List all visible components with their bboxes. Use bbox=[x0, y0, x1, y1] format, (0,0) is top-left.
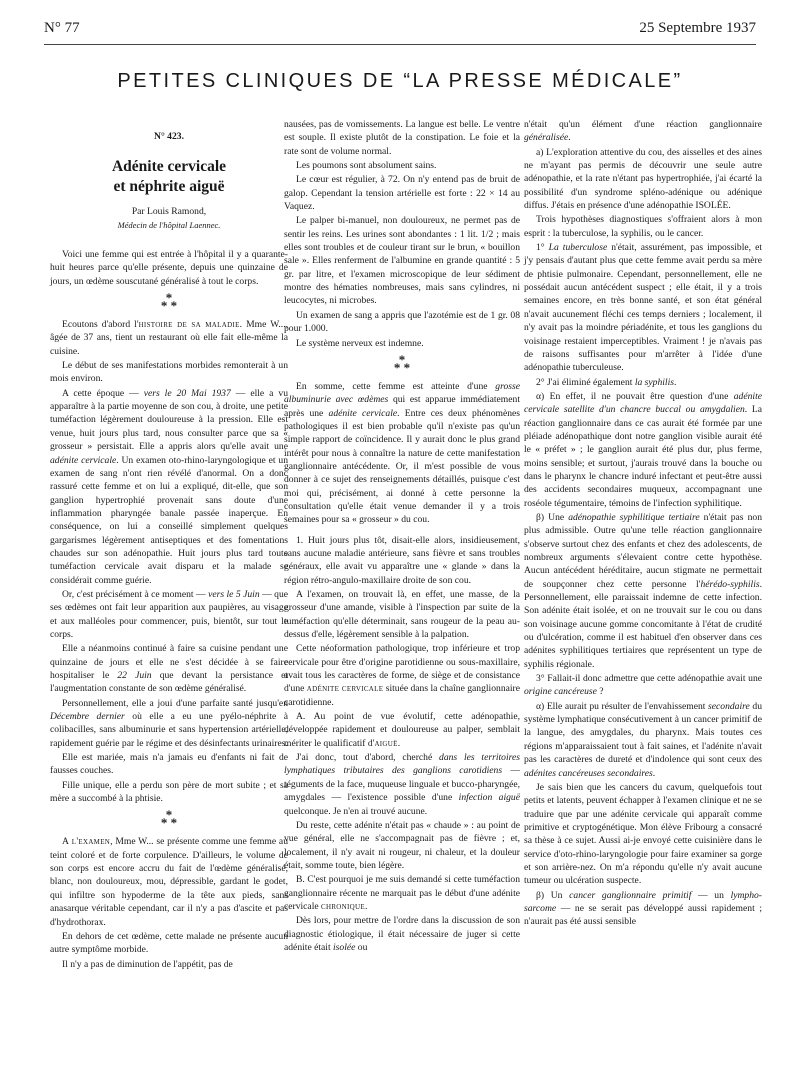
column-1 bbox=[50, 118, 288, 972]
paragraph: nausées, pas de vomissements. La langue est belle. Le ventre est souple. Il existe plutôt de la constipation. Le foie et la rate sont de volume normal. bbox=[284, 119, 520, 157]
article-number: N° 423. bbox=[154, 131, 184, 142]
star: * bbox=[165, 290, 173, 306]
paragraph: Le palper bi-manuel, non douloureux, ne permet pas de sentir les reins. Les urines sont abondantes : 1 lit. 1/2 ; mais elles sont troubles et de couleur tirant sur le brun, « bouillon sale ». Elles renferment de l'albumine en grande quantité : 5 gr. par litre, et l'examen microscopique de leur sédiment montre des hématies nombreuses, mais sans cylindres, ni leucocytes, ni microbes. bbox=[284, 215, 520, 307]
section-stars: * * * bbox=[160, 807, 178, 831]
column-3 bbox=[524, 118, 762, 930]
paragraph: B. C'est pourquoi je me suis demandé si cette tuméfaction ganglionnaire récente ne marquait pas le début d'une adénite cervicale chronique. bbox=[284, 874, 520, 912]
paragraph: Cette néoformation pathologique, trop inférieure et trop cervicale pour être d'origine parotidienne ou sous-maxillaire, avait tous les caractères de forme, de siège et de consistance d'une adénite cervicale située dans la chaîne ganglionnaire carotidienne. bbox=[284, 643, 520, 708]
header-rule bbox=[44, 44, 756, 45]
paragraph: Or, c'est précisément à ce moment — vers le 5 Juin — que ses œdèmes ont fait leur apparition aux paupières, au visage et aux malléoles pour commencer, puis, bientôt, sur tout le corps. bbox=[50, 588, 288, 640]
paragraph: 2° J'ai éliminé également la syphilis. bbox=[536, 376, 677, 388]
paragraph: Le cœur est régulier, à 72. On n'y entend pas de bruit de galop. Cependant la tension artérielle est forte : 22 × 14 au Vaquez. bbox=[284, 174, 520, 213]
paragraph: Fille unique, elle a perdu son père de mort subite ; et sa mère a succombé à la phtisie. bbox=[50, 779, 288, 805]
paragraph: 1° La tuberculose n'était, assurément, pas impossible, et j'y pensais d'autant plus que cette femme avait perdu sa mère de phtisie pulmonaire. Cependant, personnellement, elle ne possédait aucun antécédent suspect ; elle était, il y a trois semaines encore, en très bonne santé, et son état général n'avait aucunement fléchi ces temps derniers ; localement, il n'y avait pas la moindre périadénite, et tous les ganglions du voisinage restaient imperceptibles. Vraiment ! je n'avais pas de raisons suffisantes pour m'arrêter à l'idée d'une adénopathie tuberculeuse. bbox=[524, 242, 762, 374]
paragraph: Ecoutons d'abord l'histoire de sa maladie. Mme W..., âgée de 37 ans, tient un restaurant où elle fait elle-même la cuisine. bbox=[50, 319, 289, 357]
section-stars: * * * bbox=[393, 351, 411, 375]
masthead: PETITES CLINIQUES DE “LA PRESSE MÉDICALE” bbox=[117, 70, 683, 92]
paragraph: Personnellement, elle a joui d'une parfaite santé jusqu'en Décembre dernier où elle a eu une pyélo-néphrite à colibacilles, sans albuminurie et sans hypertension artérielle, rapidement guérie par le régime et des désinfectants urinaires. bbox=[50, 697, 288, 749]
paragraph: En dehors de cet œdème, cette malade ne présente aucun autre symptôme morbide. bbox=[50, 930, 288, 956]
paragraph: β) Un cancer ganglionnaire primitif — un lympho-sarcome — ne se serait pas développé aussi rapidement ; n'aurait pas été aussi sensible bbox=[524, 889, 762, 928]
paragraph: a) L'exploration attentive du cou, des aisselles et des aines ne m'ayant pas permis de découvrir une seule autre adénopathie, et la rate n'étant pas hypertrophiée, j'ai écarté la possibilité d'un syndrome spléno-adénique ou adénique diffus. J'étais en présence d'une adénopathie ISOLÉE. bbox=[524, 146, 762, 212]
paragraph: Trois hypothèses diagnostiques s'offraient alors à mon esprit : la tuberculose, la syphilis, ou le cancer. bbox=[524, 214, 762, 239]
paragraph: En somme, cette femme est atteinte d'une grosse albuminurie avec œdèmes qui est apparue immédiatement après une adénite cervicale. Entre ces deux phénomènes pathologiques il est bien probable qu'il n'existe pas qu'un simple rapport de coïncidence. Il y aurait donc le plus grand intérêt pour nous à connaître la nature de cette manifestation ganglionnaire antécédente. Or, il m'est possible de vous donner à ce sujet des renseignements détaillés, puisque c'est moi qui, précisément, ai donné à cette personne la consultation qu'elle était venue demander il y a trois semaines pour sa « grosseur » du cou. bbox=[284, 380, 520, 526]
paragraph: 3° Fallait-il donc admettre que cette adénopathie avait une origine cancéreuse ? bbox=[524, 673, 762, 698]
paragraph: J'ai donc, tout d'abord, cherché dans les territoires lymphatiques tributaires des ganglions carotidiens — téguments de la face, muqueuse linguale et bucco-pharyngée, amygdales — l'existence possible d'une infection aiguë quelconque. Je n'en ai trouvé aucune. bbox=[284, 752, 520, 817]
star-pair: * * bbox=[160, 298, 178, 314]
article-title-line-1: Adénite cervicale bbox=[111, 158, 227, 176]
paragraph: Je sais bien que les cancers du cavum, quelquefois tout petits et latents, peuvent échapper à l'examen clinique et ne se traduire que par une adénite cervicale qui apparaît comme primitive et cryptogénétique. Mon élève Fribourg a consacré sa thèse à ce sujet. Aussi ai-je envoyé cette cuisinière dans le service d'oto-rhino-laryngologie pour faire examiner sa gorge et son arrière-nez. On m'a répondu qu'elle n'y avait aucune tumeur ou ulcération suspecte. bbox=[524, 781, 762, 887]
paragraph: 1. Huit jours plus tôt, disait-elle alors, insidieusement, sans aucune maladie antérieure, sans fièvre et sans troubles généraux, elle avait vu apparaître une « glande » dans la région rétro-angulo-maxillaire droite de son cou. bbox=[284, 534, 520, 586]
byline: Par Louis Ramond, bbox=[131, 206, 207, 218]
paragraph: Du reste, cette adénite n'était pas « chaude » : au point de vue général, elle ne s'accompagnait pas de fièvre ; et, localement, il n'y avait ni rougeur, ni chaleur, et la douleur était, somme toute, bien légère. bbox=[284, 819, 520, 871]
page-header bbox=[44, 20, 756, 42]
paragraph: Voici une femme qui est entrée à l'hôpital il y a quarante-huit heures parce qu'elle présente, depuis une quinzaine de jours, un œdème souscutané généralisé à tout le corps. bbox=[50, 249, 288, 287]
paragraph: Le système nerveux est indemne. bbox=[296, 337, 424, 349]
paragraph: Elle est mariée, mais n'a jamais eu d'enfants ni fait de fausses couches. bbox=[50, 752, 288, 777]
column-2 bbox=[284, 118, 520, 955]
paragraph: Elle a néanmoins continué à faire sa cuisine pendant une quinzaine de jours et elle ne s'est décidée à se faire hospitaliser le 22 Juin que devant la persistance et l'augmentation constante de son œdème généralisé. bbox=[50, 643, 289, 695]
paragraph: Dès lors, pour mettre de l'ordre dans la discussion de son diagnostic étiologique, il était nécessaire de juger si cette adénite était isolée ou bbox=[284, 915, 520, 953]
issue-date: 25 Septembre 1937 bbox=[639, 20, 756, 36]
paragraph: Un examen de sang a appris que l'azotémie est de 1 gr. 08 pour 1.000. bbox=[284, 309, 520, 335]
paragraph: A. Au point de vue évolutif, cette adénopathie, développée rapidement et douloureuse au palper, semblait mériter le qualificatif d'aiguë. bbox=[284, 711, 520, 749]
issue-number: N° 77 bbox=[44, 20, 80, 36]
paragraph: β) Une adénopathie syphilitique tertiaire n'était pas non plus admissible. Outre qu'une telle réaction ganglionnaire s'observe surtout chez des enfants et chez des adolescents, de nombreux arguments s'élevaient contre cette hypothèse. Aucun antécédent héréditaire, aucun stigmate ne permettait de soupçonner chez cette personne l'hérédo-syphilis. Personnellement, elle paraissait indemne de cette infection. Son adénite était isolée, et on ne trouvait sur le cou ou dans son voisinage aucune gomme concomitante à l'état de crudité ou d'ulcération, comme il est habituel d'en observer dans ces adénites syphilitiques tertiaires que représentent un type de syphilis régionale. bbox=[524, 511, 762, 670]
article-title-line-2: et néphrite aiguë bbox=[113, 178, 225, 196]
section-stars bbox=[50, 290, 288, 314]
affiliation: Médecin de l'hôpital Laennec. bbox=[117, 219, 221, 230]
paragraph: A cette époque — vers le 20 Mai 1937 — elle a vu apparaître à la partie moyenne de son cou, à droite, une petite tuméfaction légèrement douloureuse à la pression. Elle est venue, huit jours plus tard, nous consulter parce que sa « grosseur » persistait. Elle a appris alors qu'elle avait une adénite cervicale. Un examen oto-rhino-laryngologique et un examen de sang n'ont rien révélé d'anormal. On a donc rassuré cette femme et on lui a expliqué, dit-elle, que son ganglion hypertrophié provenait sans doute d'une inflammation pharyngée banale passée inaperçue. En conséquence, on lui a conseillé simplement quelques gargarismes légèrement antiseptiques et des fomentations chaudes sur son adénopathie. Huit jours plus tard toute tuméfaction cervicale avait disparu et la malade se considérait comme guérie. bbox=[50, 387, 288, 586]
paragraph: Les poumons sont absolument sains. bbox=[296, 160, 437, 172]
paragraph: Il n'y a pas de diminution de l'appétit, pas de bbox=[62, 958, 233, 970]
paragraph: α) Elle aurait pu résulter de l'envahissement secondaire du système lymphatique consécutivement à un cancer primitif de la langue, des amygdales, du pharynx. Mais toutes ces régions m'apparaissaient tout à fait saines, et l'adénite n'avait pas les caractères de dureté et d'indolence qui sont ceux des adénites cancéreuses secondaires. bbox=[524, 700, 762, 779]
paragraph: Le début de ses manifestations morbides remonterait à un mois environ. bbox=[50, 360, 288, 385]
paragraph: A l'examen, on trouvait là, en effet, une masse, de la grosseur d'une amande, visible à l'inspection par suite de la tuméfaction qu'elle déterminait, sans rougeur de la peau au-dessus d'elle, légèrement sensible à la palpation. bbox=[284, 589, 520, 641]
paragraph: A l'examen, Mme W... se présente comme une femme au teint coloré et de forte corpulence. D'ailleurs, le volume de son corps est encore accru du fait de l'œdème généralisé, blanc, non douloureux, mou, dépressible, gardant le godet, qui infiltre son hypoderme de la tête aux pieds, sans anasarque véritable cependant, car il n'y a pas d'ascite et pas d'hydrothorax. bbox=[50, 836, 288, 928]
paragraph: α) En effet, il ne pouvait être question d'une adénite cervicale satellite d'un chancre buccal ou amygdalien. La réaction ganglionnaire dans ce cas aurait été formée par une pléiade adénopathique dont notre ganglion visible aurait été le « préfet » ; le ganglion aurait été plus dur, plus ferme, moins sensible; et surtout, j'aurais trouvé dans la bouche ou dans le pharynx le chancre induré infectant et peut-être aussi des accidents secondaires muqueux, accompagnant une roséole tégumentaire, témoins de l'infection syphilitique. bbox=[524, 390, 763, 509]
paragraph: n'était qu'un élément d'une réaction ganglionnaire généralisée. bbox=[524, 119, 762, 144]
